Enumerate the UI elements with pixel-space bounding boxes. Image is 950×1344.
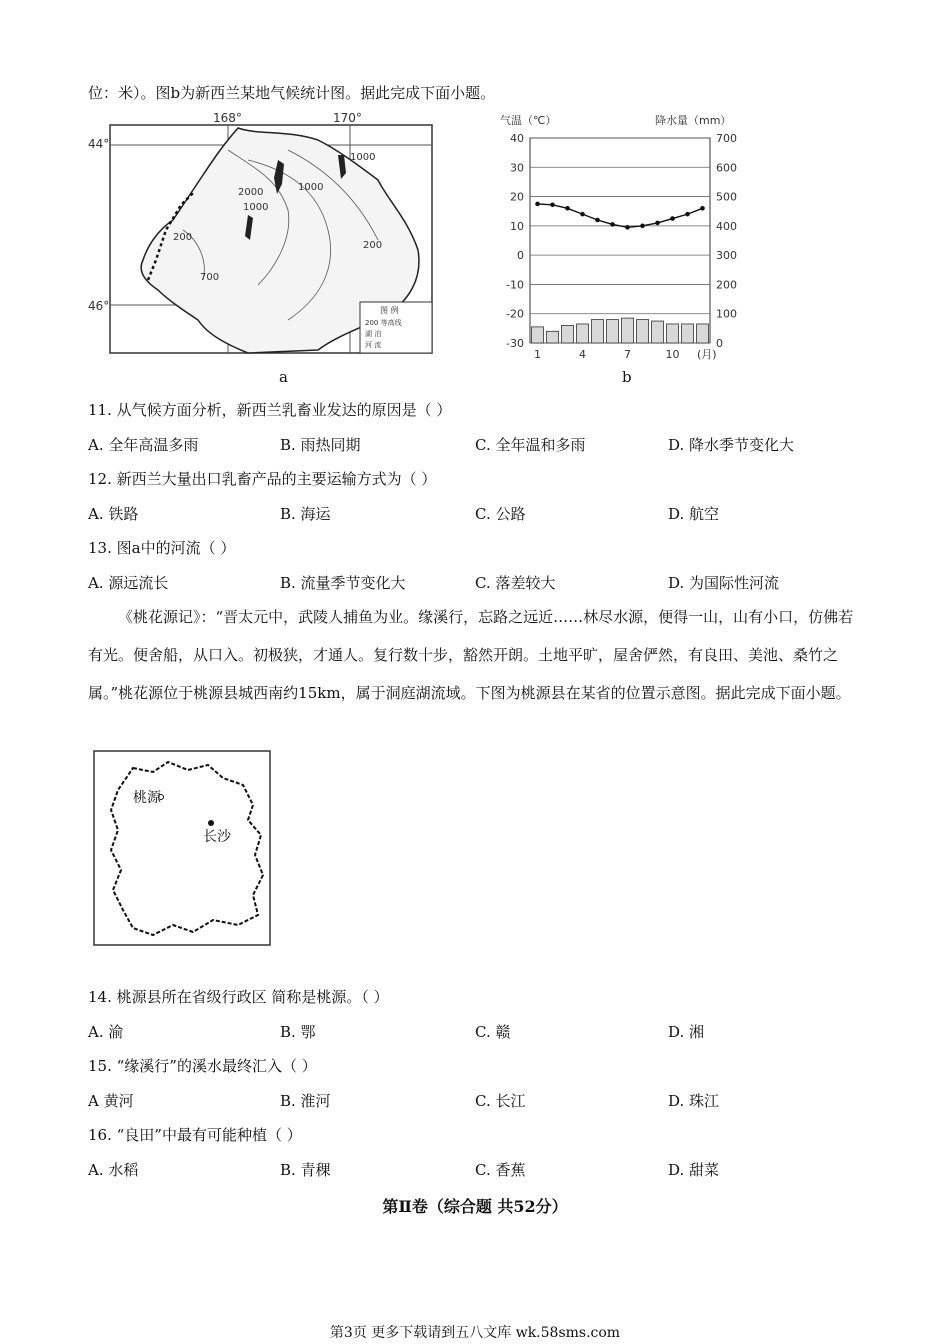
temperature-line (538, 204, 703, 227)
temperature-point (700, 206, 705, 211)
q12-option-c[interactable]: C. 公路 (475, 505, 526, 523)
precip-tick-label: 500 (716, 190, 737, 204)
question-11-stem: 11. 从气候方面分析，新西兰乳畜业发达的原因是（ ） (88, 401, 452, 419)
legend-item: 湖 泊 (365, 330, 382, 338)
q15-option-a[interactable]: A 黄河 (88, 1092, 134, 1110)
province-outline (111, 762, 263, 935)
lon-label-170: 170° (333, 111, 362, 125)
temperature-point (670, 216, 675, 221)
precip-tick-label: 100 (716, 307, 737, 321)
precip-bar (607, 320, 619, 343)
precip-bar (622, 318, 634, 343)
temp-tick-label: -30 (506, 337, 524, 350)
precip-bar (667, 324, 679, 343)
q12-option-a[interactable]: A. 铁路 (88, 505, 139, 523)
precip-bar (532, 327, 544, 343)
q15-option-d[interactable]: D. 珠江 (668, 1092, 720, 1110)
q11-option-a[interactable]: A. 全年高温多雨 (88, 436, 199, 454)
temperature-point (565, 206, 570, 211)
precip-tick-label: 200 (716, 278, 737, 292)
temp-tick-label: 10 (510, 219, 524, 233)
precip-tick-label: 300 (716, 249, 737, 263)
precip-bar (592, 320, 604, 343)
temp-tick-label: 20 (510, 190, 524, 204)
page-footer: 第3页 更多下载请到五八文库 wk.58sms.com (329, 1325, 621, 1341)
legend-item: 200 等高线 (365, 319, 402, 327)
question-14-stem: 14. 桃源县所在省级行政区 简称是桃源。（ ） (88, 988, 389, 1006)
question-12-stem: 12. 新西兰大量出口乳畜产品的主要运输方式为（ ） (88, 470, 437, 488)
precip-axis-label: 降水量（mm） (655, 114, 732, 127)
taoyuan-label: 桃源 (133, 790, 161, 806)
section-title: 第Ⅱ卷（综合题 共52分） (382, 1197, 568, 1216)
changsha-marker (208, 820, 214, 826)
x-unit-label: (月) (697, 348, 717, 361)
legend-item: 河 流 (365, 341, 382, 349)
temp-tick-label: 0 (517, 249, 524, 263)
q16-option-b[interactable]: B. 青稞 (280, 1161, 331, 1179)
q16-option-a[interactable]: A. 水稻 (88, 1161, 139, 1179)
precip-tick-label: 400 (716, 219, 737, 233)
month-tick-label: 1 (534, 348, 541, 361)
legend-title: 图 例 (380, 306, 399, 315)
q13-option-b[interactable]: B. 流量季节变化大 (280, 574, 406, 592)
new-zealand-map (88, 110, 438, 365)
temp-axis-label: 气温（℃） (500, 114, 557, 127)
hunan-location-map (93, 750, 271, 946)
temperature-point (550, 202, 555, 207)
q11-option-c[interactable]: C. 全年温和多雨 (475, 436, 586, 454)
question-16-stem: 16. “良田”中最有可能种植（ ） (88, 1126, 302, 1144)
q11-option-b[interactable]: B. 雨热同期 (280, 436, 361, 454)
lat-label-44: 44° (88, 137, 110, 151)
precip-bar (577, 324, 589, 343)
passage-paragraph: 《桃花源记》：“晋太元中，武陵人捕鱼为业。缘溪行，忘路之远近……林尽水源，便得一山，山有小口，仿佛若有光。便舍船，从口入。初极狭，才通人。复行数十步，豁然开朗。土地平旷，屋舍俨然，有良田、美池、桑竹之属。”桃花源位于桃源县城西南约15km，属于洞庭湖流域。下图为桃源县在某省的位置示意图。据此完成下面小题。 (88, 608, 854, 702)
month-tick-label: 7 (624, 348, 631, 361)
q14-option-a[interactable]: A. 渝 (88, 1023, 124, 1041)
contour-label: 2000 (238, 187, 264, 198)
temp-tick-label: 40 (510, 132, 524, 145)
precip-tick-label: 0 (716, 337, 723, 350)
q14-option-d[interactable]: D. 湘 (668, 1023, 705, 1041)
q14-option-c[interactable]: C. 赣 (475, 1023, 511, 1041)
month-tick-label: 4 (579, 348, 586, 361)
contour-label: 1000 (298, 182, 324, 193)
contour-label: 200 (173, 232, 193, 243)
temperature-point (535, 202, 540, 207)
contour-label: 200 (363, 240, 383, 251)
temperature-point (625, 225, 630, 230)
temperature-point (685, 212, 690, 217)
precip-bar (682, 324, 694, 343)
q15-option-c[interactable]: C. 长江 (475, 1092, 526, 1110)
temp-tick-label: -20 (506, 307, 524, 321)
q12-option-d[interactable]: D. 航空 (668, 505, 720, 523)
q16-option-d[interactable]: D. 甜菜 (668, 1161, 720, 1179)
temperature-point (655, 221, 660, 226)
temperature-point (610, 222, 615, 227)
q14-option-b[interactable]: B. 鄂 (280, 1023, 316, 1041)
precip-bar (562, 325, 574, 343)
contour-label: 1000 (243, 202, 269, 213)
climate-chart (495, 108, 755, 370)
contour-label: 1000 (350, 152, 376, 163)
month-tick-label: 10 (665, 348, 680, 361)
map-legend (360, 302, 432, 353)
intro-line: 位：米）。图b为新西兰某地气候统计图。据此完成下面小题。 (88, 84, 496, 102)
precip-bar (637, 320, 649, 343)
temperature-point (595, 218, 600, 223)
q11-option-d[interactable]: D. 降水季节变化大 (668, 436, 795, 454)
question-15-stem: 15. “缘溪行”的溪水最终汇入（ ） (88, 1057, 317, 1075)
precip-bar (547, 331, 559, 343)
temperature-point (580, 212, 585, 217)
q13-option-d[interactable]: D. 为国际性河流 (668, 574, 780, 592)
map-a-caption: a (279, 368, 288, 386)
lon-label-168: 168° (213, 111, 242, 125)
q16-option-c[interactable]: C. 香蕉 (475, 1161, 526, 1179)
changsha-label: 长沙 (203, 829, 231, 845)
precip-tick-label: 700 (716, 132, 737, 145)
temp-tick-label: -10 (506, 278, 524, 292)
temp-tick-label: 30 (510, 161, 524, 175)
precip-bar (652, 321, 664, 343)
q15-option-b[interactable]: B. 淮河 (280, 1092, 331, 1110)
precip-tick-label: 600 (716, 161, 737, 175)
precip-bar (697, 324, 709, 343)
q13-option-c[interactable]: C. 落差较大 (475, 574, 556, 592)
lat-label-46: 46° (88, 299, 110, 313)
temperature-point (640, 224, 645, 229)
contour-label: 700 (200, 272, 220, 283)
q13-option-a[interactable]: A. 源远流长 (88, 574, 169, 592)
question-13-stem: 13. 图a中的河流（ ） (88, 539, 236, 557)
plot-frame (530, 138, 710, 343)
chart-b-caption: b (622, 368, 632, 386)
q12-option-b[interactable]: B. 海运 (280, 505, 331, 523)
